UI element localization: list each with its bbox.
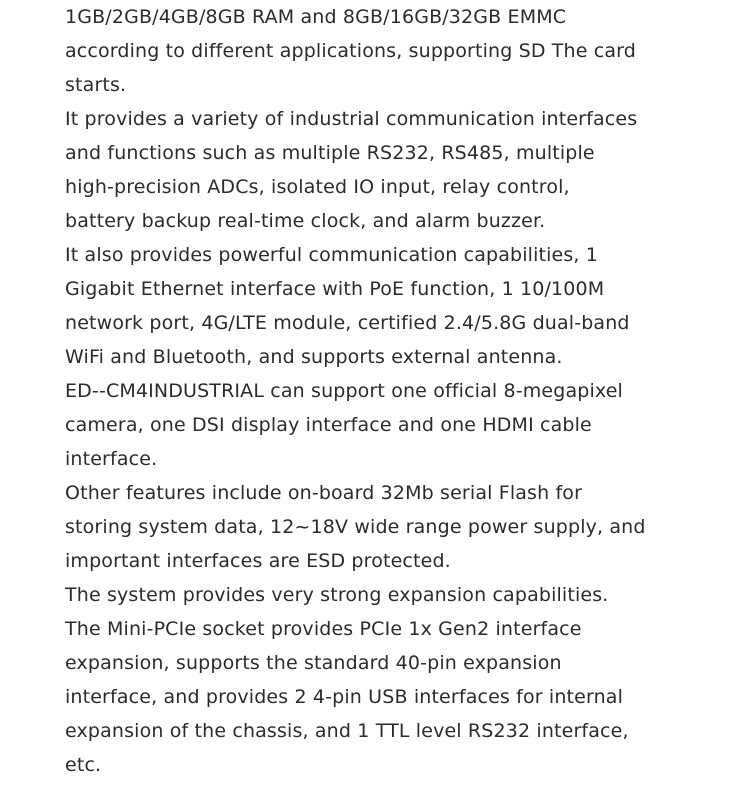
- paragraph-other-features: [65, 476, 695, 578]
- text-line: high-precision ADCs, isolated IO input, relay control,: [65, 176, 570, 198]
- text-line: interface.: [65, 448, 158, 470]
- text-line: network port, 4G/LTE module, certified 2.4/5.8G dual-band: [65, 312, 630, 334]
- paragraph-camera-display: [65, 374, 695, 476]
- text-line: ED--CM4INDUSTRIAL can support one official 8-megapixel: [65, 380, 623, 402]
- paragraph-expansion-summary: [65, 578, 695, 612]
- document-body: [65, 0, 695, 782]
- text-line: and functions such as multiple RS232, RS485, multiple: [65, 142, 595, 164]
- paragraph-mini-pcie: [65, 612, 695, 782]
- text-line: starts.: [65, 74, 127, 96]
- text-line: Gigabit Ethernet interface with PoE function, 1 10/100M: [65, 278, 605, 300]
- paragraph-communication: [65, 238, 695, 374]
- text-line: It also provides powerful communication capabilities, 1: [65, 244, 599, 266]
- text-line: expansion of the chassis, and 1 TTL level RS232 interface,: [65, 720, 629, 742]
- paragraph-industrial-interfaces: [65, 102, 695, 238]
- text-line: etc.: [65, 754, 102, 776]
- text-line: The system provides very strong expansion capabilities.: [65, 584, 609, 606]
- text-line: WiFi and Bluetooth, and supports external antenna.: [65, 346, 563, 368]
- text-line: important interfaces are ESD protected.: [65, 550, 451, 572]
- text-line: interface, and provides 2 4-pin USB interfaces for internal: [65, 686, 624, 708]
- text-line: It provides a variety of industrial communication interfaces: [65, 108, 638, 130]
- text-line: Other features include on-board 32Mb serial Flash for: [65, 482, 583, 504]
- text-line: according to different applications, supporting SD The card: [65, 40, 636, 62]
- paragraph-ram-emmc: [65, 0, 695, 102]
- text-line: camera, one DSI display interface and one HDMI cable: [65, 414, 592, 436]
- text-line: storing system data, 12~18V wide range power supply, and: [65, 516, 646, 538]
- text-line: The Mini-PCIe socket provides PCIe 1x Gen2 interface: [65, 618, 582, 640]
- text-line: 1GB/2GB/4GB/8GB RAM and 8GB/16GB/32GB EMMC: [65, 6, 567, 28]
- text-line: expansion, supports the standard 40-pin expansion: [65, 652, 562, 674]
- text-line: battery backup real-time clock, and alarm buzzer.: [65, 210, 546, 232]
